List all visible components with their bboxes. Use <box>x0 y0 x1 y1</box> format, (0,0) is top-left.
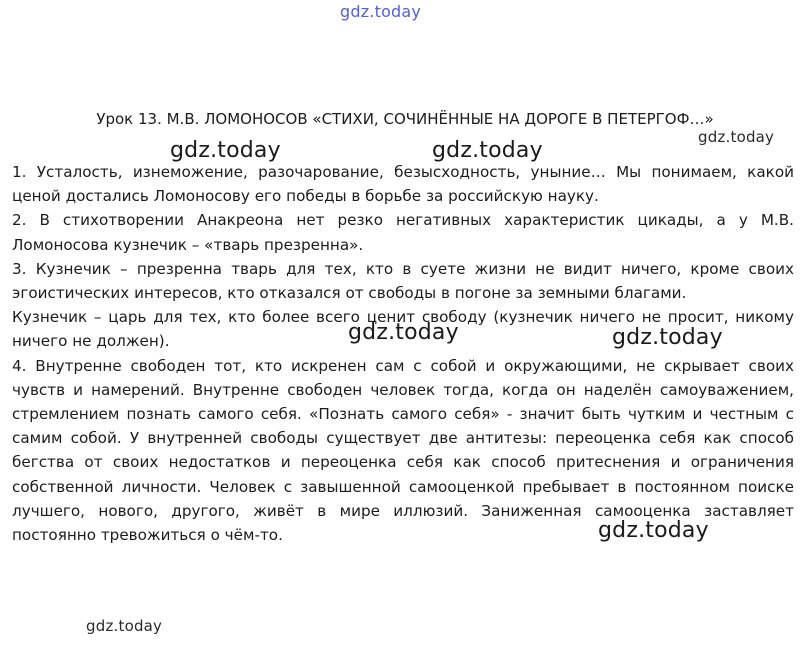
watermark-right-title: gdz.today <box>698 128 775 146</box>
watermark-line1-mid: gdz.today <box>432 138 543 163</box>
watermark-line1-left: gdz.today <box>170 138 281 163</box>
answer-paragraph-3: 3. Кузнечик – презренна тварь для тех, кто в суете жизни не видит ничего, кроме своих эгоистических интересов, кто отказался от свободы в погоне за земными благами. <box>12 259 794 303</box>
answer-paragraph-4: 4. Внутренне свободен тот, кто искренен сам с собой и окружающими, не скрывает своих чувств и намерений. Внутренне свободен человек тогда, когда он наделён самоуважением, стремлением познать самого себя. «Познать самого себя» - значит быть чутким и честным с самим собой. У внутренней свободы существует две антитезы: переоценка себя как способ бегства от своих недостатков и переоценка себя как способ притеснения и ограничения собственной личности. Человек с завышенной самооценкой пребывает в постоянном поиске лучшего, нового, другого, живёт в мире иллюзий. Заниженная самооценка заставляет постоянно тревожиться о чём-то. <box>12 356 794 545</box>
answer-paragraph-3-continued: Кузнечик – царь для тех, кто более всего ценит свободу (кузнечик ничего не просит, никому ничего не должен). <box>12 308 794 351</box>
watermark-top: gdz.today <box>340 2 422 21</box>
answer-text <box>12 160 794 547</box>
watermark-mid-right: gdz.today <box>612 325 723 350</box>
watermark-mid-left: gdz.today <box>348 320 459 345</box>
lesson-title: Урок 13. М.В. ЛОМОНОСОВ «СТИХИ, СОЧИНЁННЫЕ НА ДОРОГЕ В ПЕТЕРГОФ…» <box>96 110 714 128</box>
answer-paragraph-1: 1. Усталость, изнеможение, разочарование, безысходность, уныние… Мы понимаем, какой ценой достались Ломоносову его победы в борьбе за российскую науку. <box>12 163 794 206</box>
answer-paragraph-2: 2. В стихотворении Анакреона нет резко негативных характеристик цикады, а у М.В. Ломоносова кузнечик – «тварь презренна». <box>12 211 794 254</box>
watermark-bottom-left: gdz.today <box>86 617 163 635</box>
watermark-end-text: gdz.today <box>598 518 709 543</box>
